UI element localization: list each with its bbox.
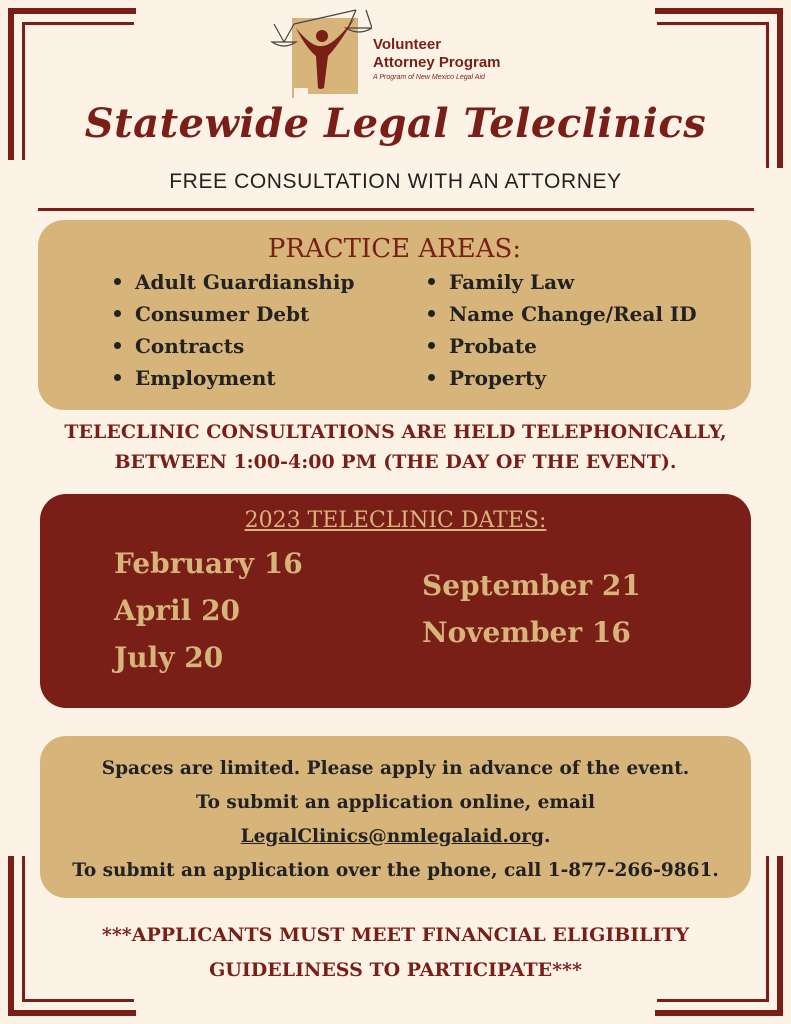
list-item bbox=[114, 330, 354, 362]
new-mexico-scales-logo-icon bbox=[268, 6, 372, 102]
date-item: April 20 bbox=[114, 594, 241, 627]
list-item bbox=[114, 362, 354, 394]
email-link[interactable]: LegalClinics@nmlegalaid.org bbox=[240, 826, 544, 847]
dates-column-right bbox=[422, 562, 641, 656]
corner-frame-bottom-left bbox=[22, 999, 134, 1002]
teleclinic-note-line-1: TELECLINIC CONSULTATIONS ARE HELD TELEPHONICALLY, bbox=[64, 421, 727, 443]
list-item bbox=[428, 330, 697, 362]
practice-area-label: Family Law bbox=[449, 270, 575, 294]
bullet-icon bbox=[428, 278, 435, 285]
list-item bbox=[428, 266, 697, 298]
bullet-icon bbox=[428, 374, 435, 381]
program-logo bbox=[268, 6, 528, 102]
dates-column-left bbox=[114, 540, 303, 681]
date-item: September 21 bbox=[422, 569, 641, 602]
corner-frame-top-right bbox=[657, 22, 769, 25]
bullet-icon bbox=[114, 310, 121, 317]
bullet-icon bbox=[428, 342, 435, 349]
application-info-panel bbox=[40, 736, 751, 898]
date-item: November 16 bbox=[422, 616, 631, 649]
practice-area-label: Property bbox=[449, 366, 547, 390]
apply-line-2: To submit an application online, email bbox=[196, 792, 595, 813]
practice-areas-list-right bbox=[428, 266, 697, 394]
logo-line-volunteer: Volunteer bbox=[373, 36, 442, 53]
eligibility-line-1: ***APPLICANTS MUST MEET FINANCIAL ELIGIBILITY bbox=[101, 924, 690, 946]
logo-tagline: A Program of New Mexico Legal Aid bbox=[373, 74, 485, 81]
practice-area-label: Contracts bbox=[135, 334, 245, 358]
practice-area-label: Adult Guardianship bbox=[135, 270, 355, 294]
bullet-icon bbox=[114, 342, 121, 349]
practice-area-label: Probate bbox=[449, 334, 537, 358]
practice-areas-panel bbox=[38, 220, 751, 410]
date-item: July 20 bbox=[114, 641, 224, 674]
corner-frame-top-left bbox=[22, 22, 134, 25]
practice-area-label: Name Change/Real ID bbox=[449, 302, 697, 326]
corner-frame-top-right bbox=[655, 8, 783, 14]
practice-areas-list-left bbox=[114, 266, 354, 394]
practice-areas-heading: PRACTICE AREAS: bbox=[267, 234, 522, 264]
bullet-icon bbox=[428, 310, 435, 317]
divider-rule bbox=[38, 208, 754, 211]
page-title: Statewide Legal Teleclinics bbox=[84, 100, 707, 147]
page-subtitle: FREE CONSULTATION WITH AN ATTORNEY bbox=[169, 170, 622, 193]
teleclinic-dates-heading: 2023 TELECLINIC DATES: bbox=[244, 508, 547, 533]
practice-area-label: Employment bbox=[135, 366, 276, 390]
apply-email-line bbox=[40, 820, 751, 854]
eligibility-notice bbox=[0, 918, 791, 988]
apply-phone-line: To submit an application over the phone, call 1-877-266-9861. bbox=[72, 860, 719, 881]
logo-line-attorney-program: Attorney Program bbox=[373, 54, 501, 71]
email-period: . bbox=[543, 826, 551, 847]
teleclinic-dates-panel bbox=[40, 494, 751, 708]
bullet-icon bbox=[114, 278, 121, 285]
list-item bbox=[428, 298, 697, 330]
corner-frame-bottom-left bbox=[8, 1010, 136, 1016]
eligibility-line-2: GUIDELINESS TO PARTICIPATE*** bbox=[209, 959, 582, 981]
bullet-icon bbox=[114, 374, 121, 381]
corner-frame-bottom-right bbox=[657, 999, 769, 1002]
corner-frame-bottom-right bbox=[655, 1010, 783, 1016]
list-item bbox=[114, 266, 354, 298]
teleclinic-note-line-2: BETWEEN 1:00-4:00 PM (THE DAY OF THE EVENT). bbox=[114, 451, 677, 473]
practice-area-label: Consumer Debt bbox=[135, 302, 310, 326]
list-item bbox=[428, 362, 697, 394]
corner-frame-top-left bbox=[8, 8, 136, 14]
teleclinic-schedule-note bbox=[0, 417, 791, 477]
list-item bbox=[114, 298, 354, 330]
date-item: February 16 bbox=[114, 547, 303, 580]
apply-line-1: Spaces are limited. Please apply in advance of the event. bbox=[101, 758, 690, 779]
